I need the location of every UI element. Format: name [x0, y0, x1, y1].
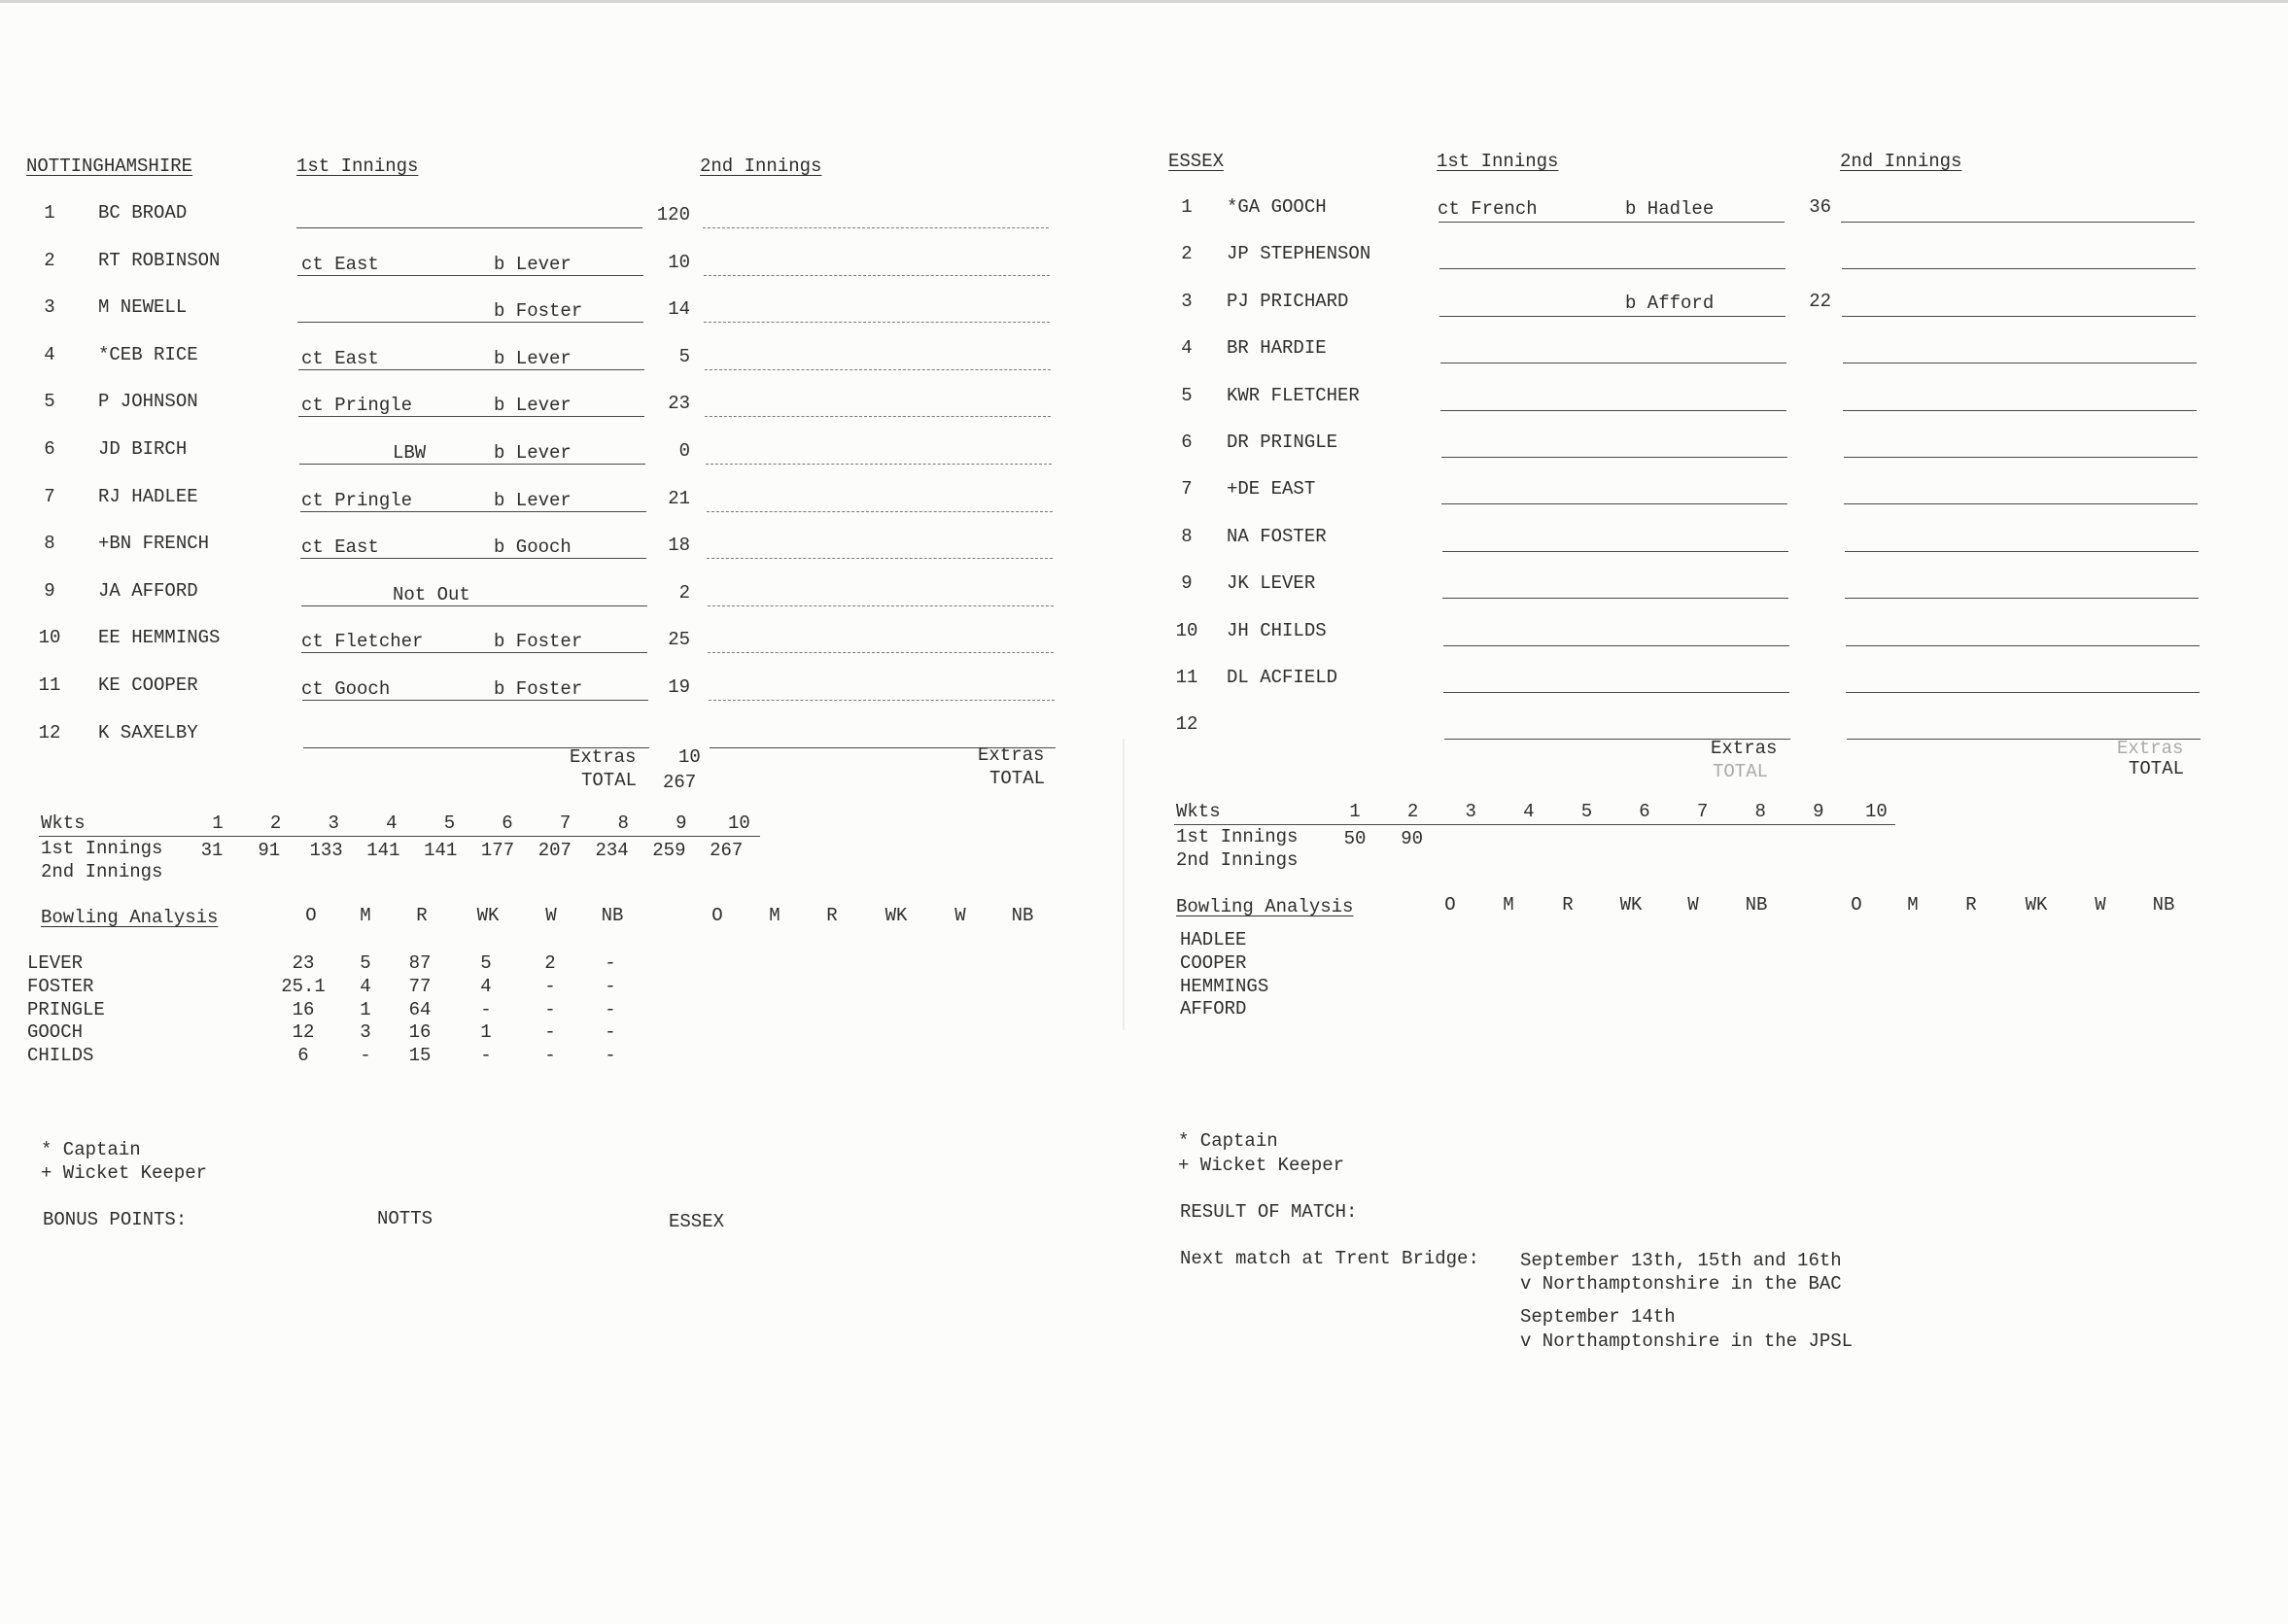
batsman-name: DL ACFIELD	[1227, 667, 1338, 688]
bowling-analysis-heading: Bowling Analysis	[1176, 896, 1354, 917]
bowling-figure: 4	[480, 975, 492, 997]
batsman-name: *CEB RICE	[98, 343, 198, 365]
bowling-column-header-2nd: W	[954, 905, 966, 926]
first-innings-line	[1439, 268, 1785, 269]
notts-total-label-2nd: TOTAL	[989, 768, 1046, 789]
next-match-line: September 13th, 15th and 16th	[1520, 1250, 1842, 1271]
first-innings-line	[300, 558, 646, 559]
dismissal-method: LBW	[393, 442, 427, 464]
dismissal-bowler: b Lever	[494, 442, 572, 464]
wicket-number: 5	[1580, 801, 1593, 822]
second-innings-line	[1846, 692, 2200, 693]
bowling-column-header-2nd: O	[1851, 894, 1862, 916]
bowler-name: FOSTER	[27, 975, 94, 997]
essex-total-label-2nd: TOTAL	[2129, 758, 2185, 779]
second-innings-line	[708, 652, 1054, 653]
wickets-label: Wkts	[1176, 801, 1221, 822]
fall-of-wicket-score: 50	[1343, 828, 1367, 849]
essex-keeper-note: + Wicket Keeper	[1178, 1155, 1345, 1176]
batsman-number: 7	[44, 485, 55, 507]
second-innings-line	[708, 605, 1054, 606]
dismissal-catcher: ct Gooch	[301, 678, 391, 700]
bowling-column-header: W	[1687, 894, 1699, 916]
bowling-column-header: O	[1444, 894, 1456, 916]
bowler-name: CHILDS	[27, 1045, 94, 1067]
second-innings-fow-label: 2nd Innings	[41, 861, 163, 882]
runs-scored: 23	[668, 393, 690, 415]
bowling-column-header-2nd: R	[1965, 894, 1977, 916]
runs-scored: 18	[668, 535, 690, 557]
second-innings-line	[704, 275, 1050, 276]
page-fold	[1123, 739, 1125, 1030]
bowling-figure: 64	[408, 998, 432, 1020]
batsman-name: M NEWELL	[98, 296, 188, 319]
runs-scored: 14	[668, 298, 690, 321]
notts-extras-label: Extras	[570, 746, 637, 768]
fall-of-wicket-score: 141	[424, 840, 458, 861]
first-innings-line	[1443, 645, 1789, 646]
batsman-number: 10	[1175, 619, 1198, 641]
batsman-number: 2	[44, 249, 55, 271]
second-innings-line	[1844, 503, 2198, 504]
dismissal-bowler: b Lever	[494, 395, 572, 417]
first-innings-fow-label: 1st Innings	[41, 838, 163, 859]
first-innings-line	[1443, 692, 1789, 693]
second-innings-line	[1844, 457, 2198, 458]
first-innings-line	[298, 416, 644, 417]
bowling-column-header-2nd: NB	[1011, 905, 1034, 926]
batsman-name: K SAXELBY	[98, 721, 198, 743]
next-match-label: Next match at Trent Bridge:	[1180, 1248, 1479, 1269]
bowler-name: AFFORD	[1180, 998, 1247, 1020]
batsman-name: KE COOPER	[98, 674, 198, 696]
fall-of-wicket-score: 90	[1401, 828, 1423, 849]
batsman-number: 11	[38, 674, 61, 696]
bowling-figure: 23	[292, 952, 315, 974]
fall-of-wicket-score: 141	[366, 840, 400, 861]
bonus-essex-label: ESSEX	[669, 1211, 725, 1232]
dismissal-bowler: b Gooch	[494, 536, 572, 559]
wicket-number: 8	[617, 812, 629, 834]
bowling-figure: 12	[292, 1021, 315, 1044]
bowling-figure: 6	[297, 1045, 309, 1067]
wicket-number: 3	[1465, 801, 1476, 822]
first-innings-line	[1442, 598, 1788, 599]
batsman-name: +BN FRENCH	[98, 533, 210, 555]
dismissal-catcher: ct Fletcher	[301, 631, 424, 653]
first-innings-line	[297, 275, 643, 276]
batsman-number: 3	[1181, 290, 1193, 312]
runs-scored: 25	[668, 629, 690, 651]
next-match-line: v Northamptonshire in the BAC	[1520, 1273, 1842, 1295]
bowling-figure: -	[605, 998, 616, 1020]
bowling-column-header-2nd: WK	[2025, 894, 2048, 916]
dismissal-catcher: ct French	[1438, 198, 1538, 220]
fall-of-wicket-score: 31	[200, 840, 224, 861]
bowling-column-header: O	[305, 905, 317, 926]
wicket-number: 10	[1864, 801, 1888, 822]
bowling-figure: -	[544, 975, 556, 997]
runs-scored: 0	[678, 440, 690, 462]
dismissal-catcher: ct East	[301, 536, 379, 559]
bowling-column-header: NB	[1745, 894, 1768, 916]
batsman-name: JP STEPHENSON	[1227, 243, 1371, 265]
bowling-figure: -	[480, 1045, 492, 1067]
wicket-number: 1	[1349, 801, 1361, 822]
first-innings-line	[301, 605, 647, 606]
bowling-figure: 77	[408, 975, 432, 997]
runs-scored: 10	[668, 251, 690, 273]
batsman-name: DR PRINGLE	[1227, 432, 1338, 453]
bowling-column-header: M	[1503, 894, 1514, 916]
first-innings-line	[297, 322, 643, 323]
notts-team-heading: NOTTINGHAMSHIRE	[26, 155, 193, 177]
dismissal-catcher: ct Pringle	[301, 489, 413, 511]
first-innings-line	[1441, 503, 1787, 504]
batsman-number: 2	[1181, 243, 1193, 265]
wicket-number: 4	[1523, 801, 1535, 822]
bowling-figure: 16	[408, 1021, 432, 1044]
bonus-notts-label: NOTTS	[377, 1208, 433, 1229]
first-innings-line	[1440, 410, 1786, 411]
wicket-number: 3	[328, 812, 339, 834]
batsman-name: BR HARDIE	[1227, 337, 1327, 360]
second-innings-line	[1846, 645, 2200, 646]
first-innings-fow-label: 1st Innings	[1176, 826, 1299, 847]
keeper-note: + Wicket Keeper	[41, 1162, 208, 1184]
bowling-column-header-2nd: NB	[2152, 894, 2175, 916]
second-innings-line	[1843, 410, 2197, 411]
wicket-number: 2	[269, 812, 282, 834]
essex-team-heading: ESSEX	[1168, 151, 1225, 172]
first-innings-line	[302, 700, 648, 701]
batsman-number: 3	[44, 296, 55, 319]
batsman-number: 12	[1175, 713, 1198, 736]
bowling-column-header: WK	[1619, 894, 1643, 916]
first-innings-line	[296, 227, 642, 228]
essex-extras-label: Extras	[1711, 738, 1778, 759]
bowler-name: PRINGLE	[27, 998, 105, 1020]
next-match-line: v Northamptonshire in the JPSL	[1520, 1330, 1854, 1352]
bowler-name: LEVER	[27, 952, 84, 974]
bowler-name: HEMMINGS	[1180, 975, 1269, 997]
essex-extras-label-2nd: Extras	[2117, 738, 2184, 759]
captain-note: * Captain	[41, 1139, 141, 1160]
second-innings-fow-label: 2nd Innings	[1176, 849, 1299, 871]
bowling-figure: -	[605, 952, 616, 974]
batsman-number: 5	[1181, 384, 1193, 406]
bowling-column-header-2nd: M	[769, 905, 780, 926]
bowling-column-header: M	[360, 905, 371, 926]
runs-scored: 19	[668, 676, 690, 698]
dismissal-bowler: b Foster	[494, 300, 583, 323]
dismissal-bowler: b Lever	[494, 489, 572, 511]
runs-scored: 120	[656, 204, 690, 225]
batsman-number: 8	[44, 533, 55, 555]
batsman-number: 6	[1181, 432, 1193, 453]
second-innings-line	[1841, 222, 2195, 223]
notts-total-value: 267	[663, 772, 697, 793]
bowling-figure: -	[605, 975, 616, 997]
notts-extras-value: 10	[678, 746, 701, 768]
notts-first-innings-heading: 1st Innings	[296, 155, 419, 177]
wicket-number: 4	[386, 812, 398, 834]
runs-scored: 2	[678, 581, 690, 604]
bowler-name: HADLEE	[1180, 929, 1247, 950]
batsman-number: 12	[38, 721, 61, 743]
batsman-number: 4	[44, 343, 55, 365]
batsman-name: RT ROBINSON	[98, 249, 221, 271]
wicket-number: 2	[1406, 801, 1419, 822]
dismissal-bowler: b Hadlee	[1625, 198, 1715, 220]
dismissal-bowler: b Foster	[494, 678, 583, 700]
second-innings-line	[709, 700, 1055, 701]
bowling-figure: 25.1	[281, 975, 326, 997]
wickets-header-line	[1174, 824, 1895, 825]
notts-second-innings-heading: 2nd Innings	[700, 155, 822, 177]
wicket-number: 9	[1813, 801, 1824, 822]
bowling-figure: -	[605, 1045, 616, 1067]
first-innings-line	[301, 652, 647, 653]
wicket-number: 9	[676, 812, 687, 834]
bowling-column-header-2nd: M	[1907, 894, 1919, 916]
bowling-figure: -	[480, 998, 492, 1020]
batsman-number: 9	[1181, 572, 1193, 595]
batsman-name: NA FOSTER	[1227, 525, 1327, 547]
second-innings-line	[705, 369, 1051, 370]
batsman-number: 8	[1181, 525, 1193, 547]
second-innings-line	[707, 511, 1053, 512]
fall-of-wicket-score: 133	[309, 840, 343, 861]
second-innings-line	[1845, 551, 2199, 552]
fall-of-wicket-score: 91	[258, 840, 281, 861]
runs-scored: 21	[668, 487, 690, 509]
bowling-figure: 87	[408, 952, 432, 974]
bowling-figure: -	[360, 1045, 371, 1067]
page-edge	[0, 0, 2288, 3]
second-innings-line	[1842, 268, 2196, 269]
fall-of-wicket-score: 259	[652, 840, 686, 861]
wicket-number: 6	[502, 812, 513, 834]
bowling-column-header-2nd: R	[826, 905, 838, 926]
first-innings-line	[298, 369, 644, 370]
bowling-figure: 2	[544, 952, 556, 974]
bowling-figure: 1	[480, 1021, 492, 1044]
notts-extras-label-2nd: Extras	[978, 744, 1045, 766]
bowling-figure: -	[544, 998, 556, 1020]
runs-scored: 36	[1809, 196, 1831, 218]
batsman-name: BC BROAD	[98, 202, 188, 224]
essex-second-innings-heading: 2nd Innings	[1840, 151, 1962, 172]
batsman-name: RJ HADLEE	[98, 485, 198, 507]
bowling-analysis-heading: Bowling Analysis	[41, 907, 219, 928]
essex-total-label: TOTAL	[1713, 761, 1769, 782]
bowling-figure: 16	[292, 998, 315, 1020]
bowling-column-header: W	[545, 905, 557, 926]
first-innings-line	[1442, 551, 1788, 552]
second-innings-line	[703, 227, 1049, 228]
second-innings-line	[1842, 316, 2196, 317]
second-innings-line	[704, 322, 1050, 323]
dismissal-bowler: b Foster	[494, 631, 583, 653]
batsman-name: JD BIRCH	[98, 438, 188, 460]
batsman-number: 10	[38, 627, 61, 649]
bowling-figure: 3	[360, 1021, 371, 1044]
bowling-figure: -	[544, 1021, 556, 1044]
batsman-name: EE HEMMINGS	[98, 627, 221, 649]
wicket-number: 1	[212, 812, 224, 834]
dismissal-bowler: b Lever	[494, 347, 572, 369]
bowling-column-header-2nd: O	[711, 905, 723, 926]
wicket-number: 8	[1754, 801, 1766, 822]
first-innings-line	[1439, 316, 1785, 317]
batsman-name: +DE EAST	[1227, 478, 1316, 501]
batsman-number: 5	[44, 391, 55, 413]
fall-of-wicket-score: 177	[480, 840, 515, 861]
bowling-figure: 15	[408, 1045, 432, 1067]
dismissal-catcher: ct East	[301, 347, 379, 369]
result-of-match-label: RESULT OF MATCH:	[1180, 1201, 1358, 1223]
first-innings-line	[300, 511, 646, 512]
next-match-line: September 14th	[1520, 1306, 1676, 1328]
second-innings-line	[1845, 598, 2199, 599]
bowling-column-header: R	[1562, 894, 1574, 916]
bowling-figure: 5	[360, 952, 371, 974]
essex-captain-note: * Captain	[1178, 1130, 1278, 1152]
fall-of-wicket-score: 267	[710, 840, 744, 861]
bowling-column-header: WK	[476, 905, 500, 926]
dismissal-catcher: ct East	[301, 253, 379, 275]
notts-total-label: TOTAL	[581, 770, 638, 791]
wicket-number: 10	[727, 812, 750, 834]
dismissal-method: Not Out	[393, 583, 470, 605]
wickets-header-line	[39, 836, 760, 837]
batsman-name: PJ PRICHARD	[1227, 290, 1349, 312]
dismissal-catcher: ct Pringle	[301, 395, 413, 417]
second-innings-line	[707, 558, 1053, 559]
bowling-column-header: NB	[601, 905, 624, 926]
bowler-name: COOPER	[1180, 951, 1247, 974]
bowling-figure: -	[544, 1045, 556, 1067]
bowling-figure: 4	[360, 975, 371, 997]
dismissal-bowler: b Lever	[494, 253, 572, 275]
batsman-name: JK LEVER	[1227, 572, 1316, 595]
batsman-name: KWR FLETCHER	[1227, 384, 1360, 406]
bowling-figure: -	[605, 1021, 616, 1044]
bowling-column-header-2nd: WK	[884, 905, 908, 926]
wicket-number: 5	[443, 812, 456, 834]
bowling-figure: 1	[360, 998, 371, 1020]
wicket-number: 6	[1639, 801, 1650, 822]
first-innings-line	[1439, 222, 1785, 223]
first-innings-line	[1441, 457, 1787, 458]
wicket-number: 7	[559, 812, 572, 834]
batsman-number: 1	[44, 202, 55, 224]
fall-of-wicket-score: 207	[537, 840, 572, 861]
batsman-number: 4	[1181, 337, 1193, 360]
second-innings-line	[706, 464, 1052, 465]
bowling-column-header-2nd: W	[2095, 894, 2106, 916]
batsman-number: 6	[44, 438, 55, 460]
bowling-column-header: R	[416, 905, 428, 926]
bonus-points-label: BONUS POINTS:	[43, 1209, 188, 1230]
batsman-number: 9	[44, 579, 55, 602]
batsman-number: 1	[1181, 196, 1193, 218]
batsman-name: P JOHNSON	[98, 391, 198, 413]
batsman-number: 11	[1175, 667, 1198, 688]
runs-scored: 5	[678, 345, 690, 367]
dismissal-bowler: b Afford	[1625, 292, 1715, 314]
batsman-name: JA AFFORD	[98, 579, 198, 602]
first-innings-line	[299, 464, 645, 465]
essex-first-innings-heading: 1st Innings	[1437, 151, 1559, 172]
batsman-name: *GA GOOCH	[1227, 196, 1327, 218]
fall-of-wicket-score: 234	[595, 840, 629, 861]
batsman-number: 7	[1181, 478, 1193, 501]
runs-scored: 22	[1809, 290, 1831, 312]
wickets-label: Wkts	[41, 812, 86, 834]
bowling-figure: 5	[480, 952, 492, 974]
bowler-name: GOOCH	[27, 1021, 84, 1044]
wicket-number: 7	[1696, 801, 1709, 822]
second-innings-line	[705, 416, 1051, 417]
batsman-name: JH CHILDS	[1227, 619, 1327, 641]
